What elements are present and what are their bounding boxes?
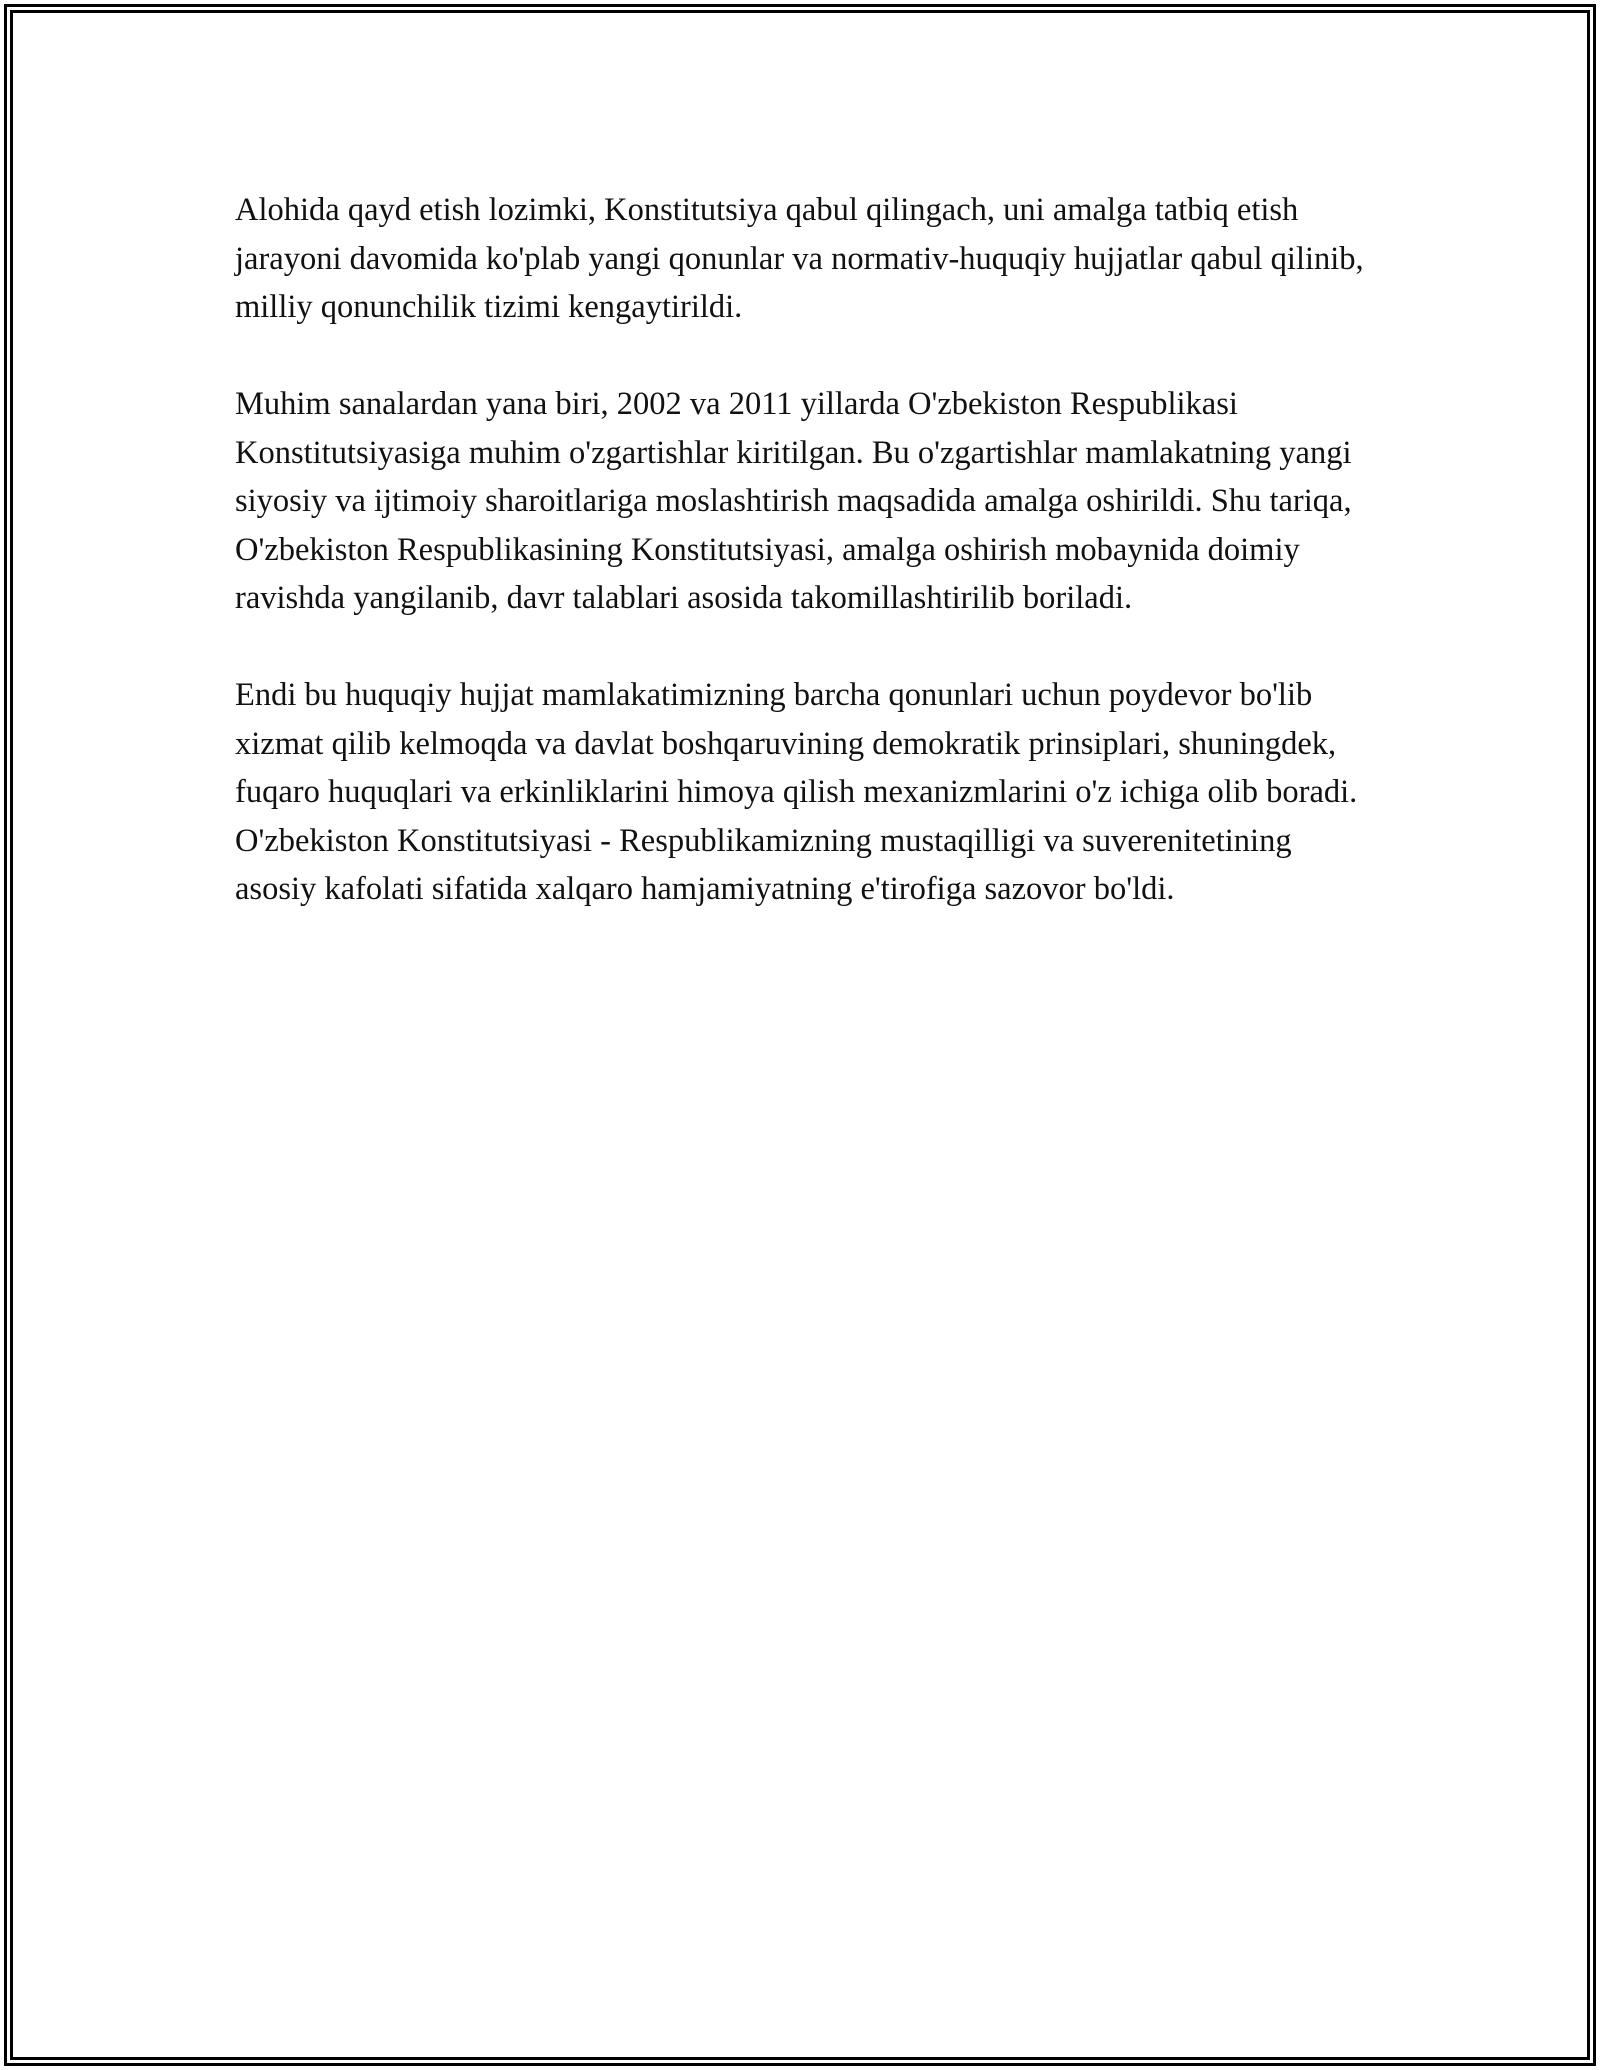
paragraph-1: Alohida qayd etish lozimki, Konstitutsiya qabul qilingach, uni amalga tatbiq etish jarayoni davomida ko'plab yangi qonunlar va normativ-huquqiy hujjatlar qabul qilinib, milliy qonunchilik tizimi kengaytirildi. [235, 192, 1364, 325]
paragraph-3: Endi bu huquqiy hujjat mamlakatimizning barcha qonunlari uchun poydevor bo'lib xizmat qilib kelmoqda va davlat boshqaruvining demokratik prinsiplari, shuningdek, fuqaro huquqlari va erkinliklarini himoya qilish mexanizmlarini o'z ichiga olib boradi. O'zbekiston Konstitutsiyasi - Respublikamizning mustaqilligi va suverenitetining asosiy kafolati sifatida xalqaro hamjamiyatning e'tirofiga sazovor bo'ldi. [235, 677, 1358, 907]
paragraph-2: Muhim sanalardan yana biri, 2002 va 2011 yillarda O'zbekiston Respublikasi Konstitutsiyasiga muhim o'zgartishlar kiritilgan. Bu o'zgartishlar mamlakatning yangi siyosiy va ijtimoiy sharoitlariga moslashtirish maqsadida amalga oshirildi. Shu tariqa, O'zbekiston Respublikasining Konstitutsiyasi, amalga oshirish mobaynida doimiy ravishda yangilanib, davr talablari asosida takomillashtirilib boriladi. [235, 386, 1352, 616]
document-body [235, 186, 1375, 962]
